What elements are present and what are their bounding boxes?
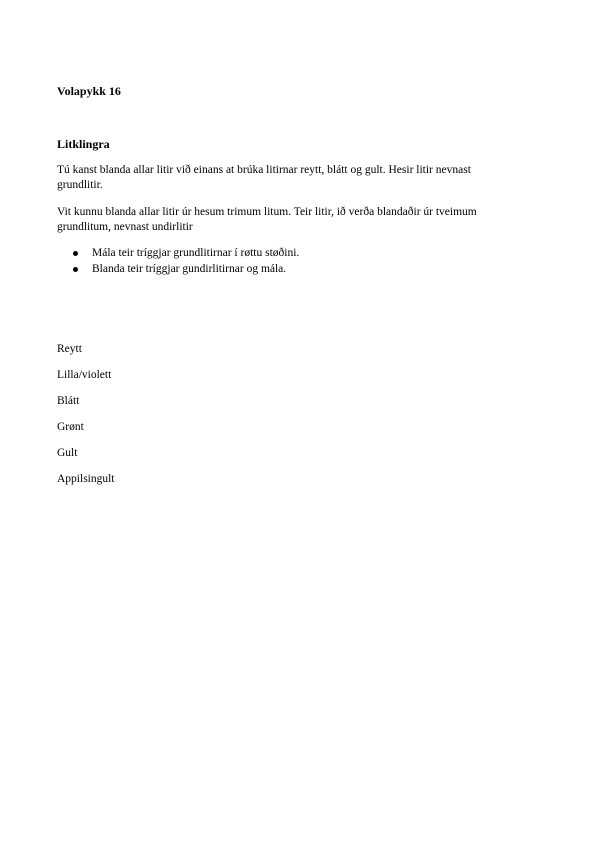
instruction-item bbox=[57, 246, 299, 262]
document-title: Volapykk 16 bbox=[57, 84, 121, 98]
color-item-blue: Blátt bbox=[57, 395, 80, 407]
instruction-list bbox=[57, 246, 299, 278]
bullet-icon bbox=[73, 267, 78, 272]
section-heading: Litklingra bbox=[57, 137, 110, 151]
mixing-paragraph: Vit kunnu blanda allar litir úr hesum trimum litum. Teir litir, ið verða blandaðir úr tveimum grundlitum, nevnast undirlitir bbox=[57, 206, 477, 233]
color-item-purple: Lilla/violett bbox=[57, 369, 112, 381]
color-item-yellow: Gult bbox=[57, 447, 78, 459]
color-item-green: Grønt bbox=[57, 421, 84, 433]
color-item-red: Reytt bbox=[57, 343, 82, 355]
color-list bbox=[57, 342, 115, 498]
instruction-item bbox=[57, 262, 299, 278]
intro-paragraph: Tú kanst blanda allar litir við einans at brúka litirnar reytt, blátt og gult. Hesir litir nevnast grundlitir. bbox=[57, 164, 471, 191]
color-item-orange: Appilsingult bbox=[57, 473, 115, 485]
bullet-icon bbox=[73, 251, 78, 256]
instruction-text: Blanda teir tríggjar gundirlitirnar og mála. bbox=[92, 263, 287, 275]
instruction-text: Mála teir tríggjar grundlitirnar í røttu støðini. bbox=[92, 247, 300, 259]
